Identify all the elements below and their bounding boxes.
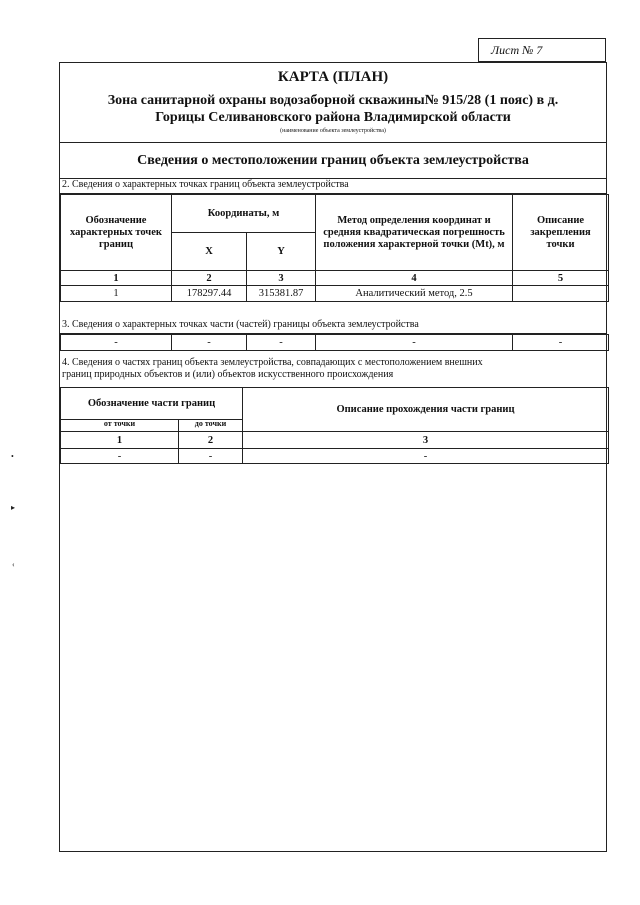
document-frame [59,62,607,852]
cell-y: 315381.87 [247,286,316,302]
col-number: 5 [513,271,609,286]
col-number: 2 [179,432,243,449]
col-description-header: Описание закрепления точки [513,195,609,271]
section4-heading [60,357,606,387]
col-method-header: Метод определения координат и средняя квадратическая погрешность положения характерной точки (Mt), м [316,195,513,271]
col-designation-header: Обозначение характерных точек границ [61,195,172,271]
cell-method: Аналитический метод, 2.5 [316,286,513,302]
col-part-designation-header: Обозначение части границ [61,388,243,420]
margin-tick-mark: ‹ [12,560,15,569]
sheet-number-label: Лист № 7 [478,38,606,62]
table-row [61,286,609,302]
table-row [61,335,609,351]
section-title: Сведения о местоположении границ объекта землеустройства [60,143,606,179]
col-from-point-header: от точки [61,420,179,432]
cell-dash: - [513,335,609,351]
section4-table [60,387,609,464]
section2-heading: 2. Сведения о характерных точках границ объекта землеустройства [60,179,606,194]
col-passage-header: Описание прохождения части границ [243,388,609,432]
cell-dash: - [243,449,609,464]
cell-dash: - [179,449,243,464]
cell-dash: - [247,335,316,351]
col-y-header: Y [247,233,316,271]
col-number: 3 [247,271,316,286]
section4-heading-line-2: границ природных объектов и (или) объектов искусственного происхождения [62,369,394,380]
col-to-point-header: до точки [179,420,243,432]
section4-heading-line-1: 4. Сведения о частях границ объекта землеустройства, совпадающих с местоположением внешних [62,357,483,368]
cell-dash: - [61,449,179,464]
col-number: 1 [61,271,172,286]
section3-heading: 3. Сведения о характерных точках части (частей) границы объекта землеустройства [60,319,606,334]
col-number: 1 [61,432,179,449]
cell-description [513,286,609,302]
title-block [60,63,606,143]
object-name-caption: (наименование объекта землеустройства) [280,128,386,134]
subtitle-line-1: Зона санитарной охраны водозаборной скважины№ 915/28 (1 пояс) в д. [107,93,559,108]
margin-arrow-mark: ▸ [11,503,16,512]
margin-dot-mark: • [11,452,14,461]
col-number: 2 [172,271,247,286]
subtitle-line-2: Горицы Селивановского района Владимирской области [155,110,511,125]
col-number: 4 [316,271,513,286]
col-number: 3 [243,432,609,449]
col-x-header: X [172,233,247,271]
section2-table [60,194,609,302]
cell-x: 178297.44 [172,286,247,302]
cell-point: 1 [61,286,172,302]
table-row [61,449,609,464]
section3-table [60,334,609,351]
document-title: КАРТА (ПЛАН) [277,69,389,85]
col-coordinates-header: Координаты, м [172,195,316,233]
document-subtitle [60,92,606,126]
cell-dash: - [316,335,513,351]
cell-dash: - [61,335,172,351]
cell-dash: - [172,335,247,351]
